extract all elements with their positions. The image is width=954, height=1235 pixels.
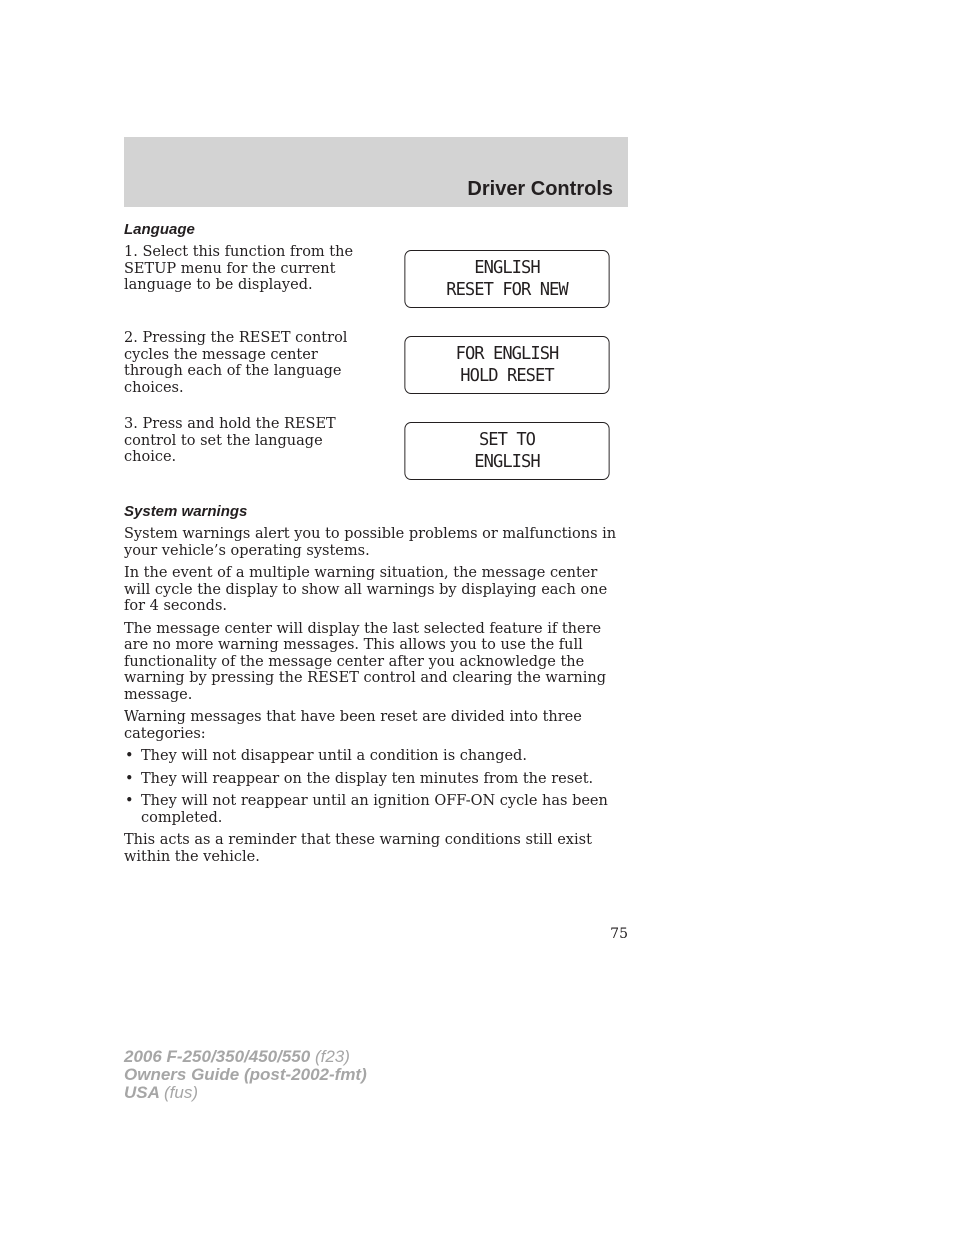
display-line: ENGLISH <box>474 257 540 278</box>
page-number: 75 <box>610 926 628 942</box>
document-footer <box>124 1048 367 1102</box>
paragraph: The message center will display the last selected feature if there are no more warning messages. This allows you to use the full functionality of the message center after you acknowledge the warning by pressing the RESET control and clearing the warning message. <box>124 620 606 703</box>
display-line: ENGLISH <box>474 451 540 472</box>
language-step-3: 3. Press and hold the RESET control to set the language choice. <box>124 416 336 465</box>
footer-market-code: (fus) <box>164 1083 198 1102</box>
paragraph: In the event of a multiple warning situation, the message center will cycle the display to show all warnings by displaying each one for 4 seconds. <box>124 565 608 614</box>
section-header-band <box>124 137 628 207</box>
message-center-display-1 <box>404 250 609 308</box>
language-step-1: 1. Select this function from the SETUP menu for the current language to be displayed. <box>124 244 354 293</box>
language-heading: Language <box>124 221 195 238</box>
footer-model-code: (f23) <box>314 1047 350 1066</box>
bullet-icon: • <box>125 748 134 764</box>
footer-market: USA <box>124 1083 160 1102</box>
bullet-icon: • <box>125 793 134 809</box>
footer-line-1 <box>124 1048 367 1066</box>
system-warnings-body <box>124 526 628 871</box>
footer-model: 2006 F-250/350/450/550 <box>124 1047 311 1066</box>
paragraph: This acts as a reminder that these warning conditions still exist within the vehicle. <box>124 832 592 865</box>
message-center-display-2 <box>404 336 609 394</box>
list-item-text: They will reappear on the display ten minutes from the reset. <box>141 770 594 787</box>
list-item <box>124 771 628 788</box>
display-line: HOLD RESET <box>460 365 554 386</box>
display-line: FOR ENGLISH <box>455 343 559 364</box>
footer-line-3 <box>124 1084 367 1102</box>
display-line: RESET FOR NEW <box>446 279 568 300</box>
list-item <box>124 793 628 826</box>
paragraph: System warnings alert you to possible problems or malfunctions in your vehicle’s operating systems. <box>124 526 617 559</box>
paragraph: Warning messages that have been reset are divided into three categories: <box>124 709 582 742</box>
list-item-text: They will not disappear until a condition is changed. <box>141 748 527 764</box>
language-step-2: 2. Pressing the RESET control cycles the message center through each of the language choices. <box>124 330 348 396</box>
footer-line-2: Owners Guide (post-2002-fmt) <box>124 1065 367 1084</box>
warning-categories-list <box>124 748 628 826</box>
bullet-icon: • <box>125 770 134 787</box>
list-item-text: They will not reappear until an ignition OFF-ON cycle has been completed. <box>141 793 608 826</box>
list-item <box>124 748 628 765</box>
message-center-display-3 <box>404 422 609 480</box>
section-title: Driver Controls <box>467 178 613 200</box>
display-line: SET TO <box>478 429 536 450</box>
system-warnings-heading: System warnings <box>124 503 248 520</box>
